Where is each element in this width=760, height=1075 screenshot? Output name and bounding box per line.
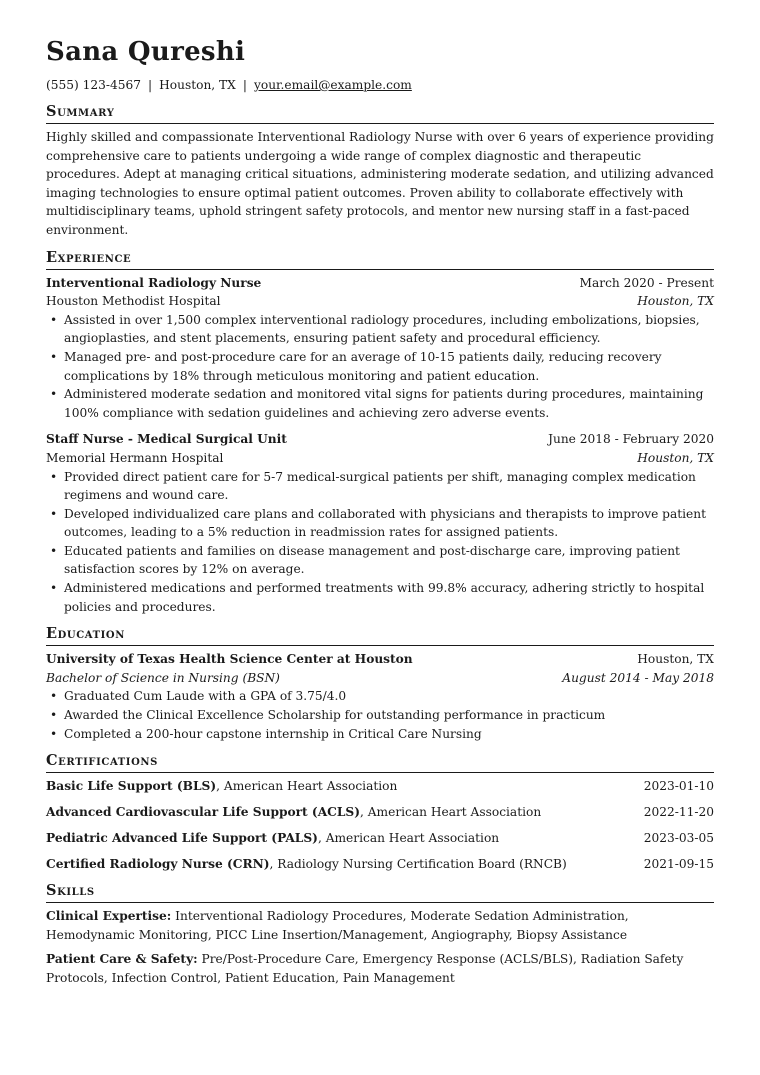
certification-text (46, 829, 499, 848)
certification-issuer: , American Heart Association (360, 805, 542, 820)
list-item: • Graduated Cum Laude with a GPA of 3.75/4.0 (64, 687, 714, 706)
certification-date: 2023-01-10 (643, 779, 714, 794)
skills-list (46, 907, 714, 987)
summary-text: Highly skilled and compassionate Interventional Radiology Nurse with over 6 years of experience providing comprehensive care to patients undergoing a wide range of complex diagnostic and therapeutic procedures. Adept at managing critical situations, administering moderate sedation, and utilizing advanced imaging technologies to ensure optimal patient outcomes. Proven ability to collaborate effectively with multidisciplinary teams, uphold stringent safety protocols, and mentor new nursing staff in a fast-paced environment. (46, 130, 714, 237)
education-entry (46, 650, 714, 743)
certification-name: Basic Life Support (BLS) (46, 779, 217, 794)
job-entry (46, 274, 714, 423)
email-link[interactable]: your.email@example.com (253, 78, 412, 92)
list-item: • Assisted in over 1,500 complex interventional radiology procedures, including embolizations, biopsies, angioplasties, and stent placements, ensuring patient safety and procedural efficiency. (64, 311, 714, 348)
certification-name: Advanced Cardiovascular Life Support (ACLS) (46, 805, 360, 820)
certification-date: 2023-03-05 (643, 831, 714, 846)
section-title-skills: Skills (46, 881, 714, 903)
school-location: Houston, TX (637, 652, 714, 667)
job-header (46, 274, 714, 293)
certification-row (46, 777, 714, 796)
education-bullets (46, 687, 714, 743)
list-item: • Administered medications and performed treatments with 99.8% accuracy, adhering strictly to hospital policies and procedures. (64, 579, 714, 616)
job-dates: March 2020 - Present (579, 275, 714, 290)
skill-category: Patient Care & Safety: (46, 952, 198, 967)
section-title-certifications: Certifications (46, 751, 714, 773)
certification-text (46, 777, 397, 796)
list-item: • Provided direct patient care for 5-7 medical-surgical patients per shift, managing complex medication regimens and wound care. (64, 468, 714, 505)
certification-date: 2022-11-20 (643, 805, 714, 820)
phone-number: (555) 123-4567 (46, 78, 142, 92)
certification-issuer: , Radiology Nursing Certification Board (RNCB) (269, 857, 567, 872)
certification-row (46, 803, 714, 822)
skill-row (46, 907, 714, 944)
job-bullets (46, 311, 714, 423)
certification-date: 2021-09-15 (643, 857, 714, 872)
job-dates: June 2018 - February 2020 (548, 432, 714, 447)
degree-name: Bachelor of Science in Nursing (BSN) (46, 670, 280, 685)
skill-values: Pre/Post-Procedure Care, Emergency Response (ACLS/BLS), Radiation Safety Protocols, Infection Control, Patient Education, Pain Management (46, 952, 684, 985)
contact-line (46, 76, 714, 94)
location: Houston, TX (159, 78, 236, 92)
job-header (46, 430, 714, 449)
list-item: • Educated patients and families on disease management and post-discharge care, improving patient satisfaction scores by 12% on average. (64, 542, 714, 579)
job-role: Staff Nurse - Medical Surgical Unit (46, 432, 287, 447)
skill-row (46, 950, 714, 987)
list-item: • Managed pre- and post-procedure care for an average of 10-15 patients daily, reducing recovery complications by 18% through meticulous monitoring and patient education. (64, 348, 714, 385)
job-subheader (46, 449, 714, 468)
section-title-education: Education (46, 624, 714, 646)
certification-issuer: , American Heart Association (317, 831, 500, 846)
education-subheader (46, 669, 714, 688)
certification-text (46, 803, 541, 822)
certification-row (46, 855, 714, 874)
job-entry (46, 430, 714, 616)
list-item: • Awarded the Clinical Excellence Scholarship for outstanding performance in practicum (64, 706, 714, 725)
job-subheader (46, 292, 714, 311)
certification-name: Certified Radiology Nurse (CRN) (46, 857, 270, 872)
contact-separator: | (242, 78, 247, 92)
job-bullets (46, 468, 714, 617)
job-location: Houston, TX (637, 294, 714, 309)
certification-issuer: , American Heart Association (216, 779, 398, 794)
education-header (46, 650, 714, 669)
school-name: University of Texas Health Science Center at Houston (46, 652, 413, 667)
job-role: Interventional Radiology Nurse (46, 275, 262, 290)
certification-row (46, 829, 714, 848)
contact-separator: | (148, 78, 153, 92)
job-employer: Memorial Hermann Hospital (46, 450, 224, 465)
list-item: • Completed a 200-hour capstone internship in Critical Care Nursing (64, 725, 714, 744)
candidate-name: Sana Qureshi (46, 37, 246, 67)
skill-category: Clinical Expertise: (46, 909, 172, 924)
list-item: • Developed individualized care plans and collaborated with physicians and therapists to improve patient outcomes, leading to a 5% reduction in readmission rates for assigned patients. (64, 505, 714, 542)
certifications-list (46, 777, 714, 874)
section-title-experience: Experience (46, 248, 714, 270)
education-dates: August 2014 - May 2018 (562, 670, 714, 685)
skill-values: Interventional Radiology Procedures, Moderate Sedation Administration, Hemodynamic Monitoring, PICC Line Insertion/Management, Angiography, Biopsy Assistance (46, 909, 629, 942)
job-employer: Houston Methodist Hospital (46, 294, 221, 309)
section-title-summary: Summary (46, 102, 714, 124)
certification-text (46, 855, 567, 874)
certification-name: Pediatric Advanced Life Support (PALS) (46, 831, 318, 846)
job-location: Houston, TX (637, 450, 714, 465)
list-item: • Administered moderate sedation and monitored vital signs for patients during procedures, maintaining 100% compliance with sedation guidelines and achieving zero adverse events. (64, 385, 714, 422)
